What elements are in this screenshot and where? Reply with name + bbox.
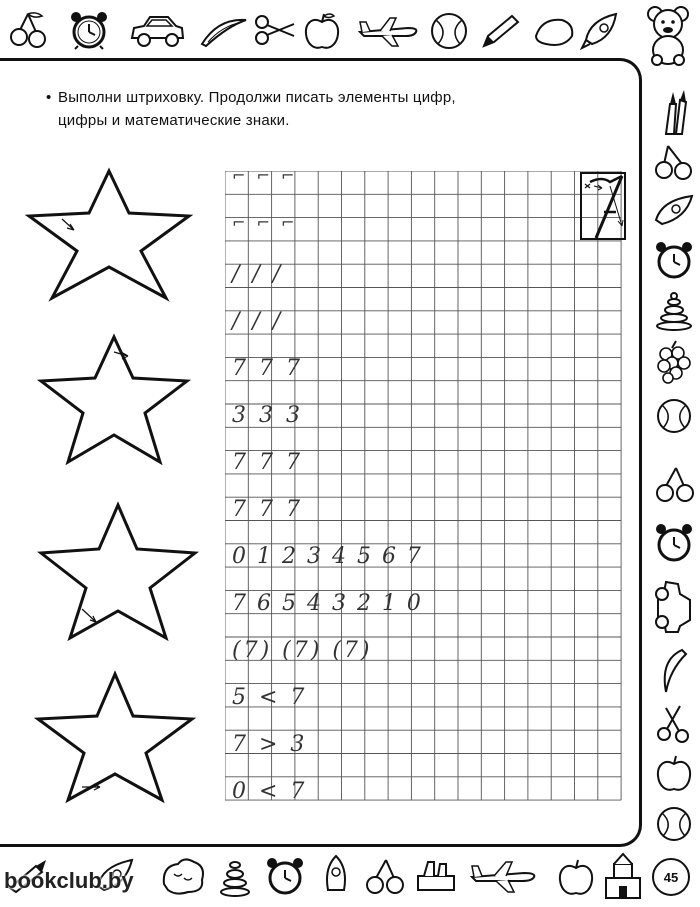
practice-row: / / / [232,262,284,287]
pyramid-toy-icon [654,292,694,332]
pyramid-toy-icon [218,854,252,898]
practice-row: ⌐ ⌐ ⌐ [232,213,298,232]
practice-row: 7 7 7 [232,497,303,522]
right-decoration-border [640,0,700,907]
scissors-icon [254,12,296,48]
star-4 [38,674,192,800]
airplane-icon [468,858,538,894]
paint-icon [414,858,458,896]
pencil-icon [478,12,522,52]
practice-row: 7 > 3 [232,732,308,757]
cherries-icon [654,464,696,506]
practice-row: 7 6 5 4 3 2 1 0 [232,591,423,616]
alarm-clock-icon [262,854,308,898]
grapes-icon [654,340,694,386]
sample-digit-seven [582,174,626,240]
practice-row: ⌐ ⌐ ⌐ [232,166,298,185]
apple-icon [556,854,596,898]
practice-row: 0 < 7 [232,779,308,804]
apple-icon [654,752,694,794]
ball-icon [654,396,694,436]
grapes-icon [158,854,208,898]
practice-row: (7) (7) (7) [232,638,373,663]
ball-icon [428,10,470,52]
rocket-icon [652,192,696,228]
page-number: 45 [652,858,690,896]
scissors-icon [654,704,694,744]
practice-row: 0 1 2 3 4 5 6 7 [232,544,423,569]
watermark: bookclub.by [4,868,134,893]
airplane-icon [356,14,420,48]
banana-icon [654,646,694,696]
apple-icon [302,10,342,52]
rocket-icon [316,854,356,898]
star-2 [41,337,187,462]
cherries-icon [362,856,408,898]
star-1 [29,171,189,298]
car-icon [652,578,696,636]
instruction-line-1: Выполни штриховку. Продолжи писать элементы цифр, [58,89,456,106]
practice-row: 7 7 7 [232,356,303,381]
cherries-icon [654,142,696,184]
rocket-icon [580,10,626,50]
practice-row: 5 < 7 [232,685,308,710]
bullet-dot: • [46,89,52,106]
alarm-clock-icon [652,238,696,282]
instruction-line-2: цифры и математические знаки. [58,112,290,129]
practice-row: 3 3 3 [232,403,303,428]
practice-row: / / / [232,309,284,334]
stars-panel [0,0,230,830]
star-3 [41,505,195,638]
sample-digit-box [580,172,626,240]
paint-brushes-icon [656,90,694,136]
alarm-clock-icon [652,520,696,566]
castle-icon [602,852,644,900]
lemon-icon [532,14,576,50]
ball-icon [654,804,694,844]
practice-row: 7 7 7 [232,450,303,475]
